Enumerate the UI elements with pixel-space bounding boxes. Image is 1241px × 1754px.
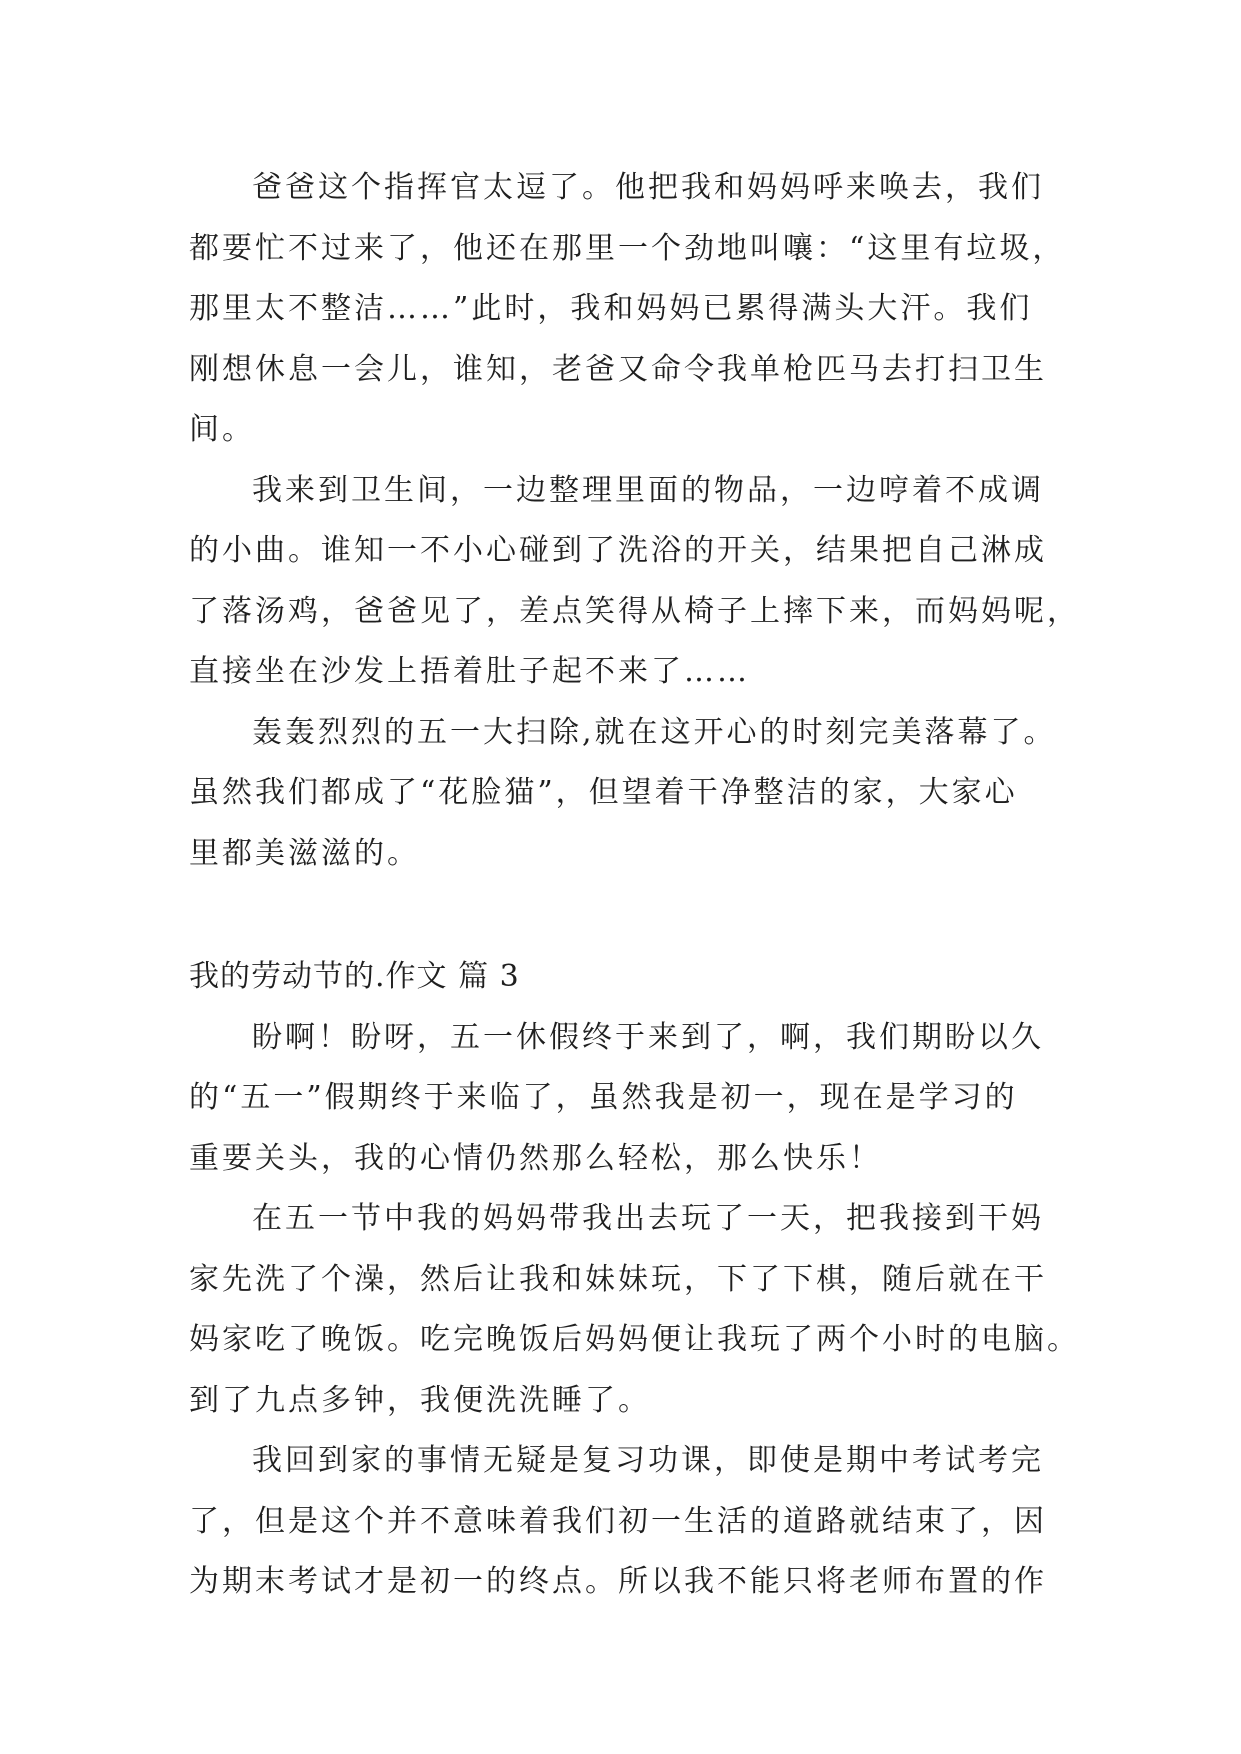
text-line: 了，但是这个并不意味着我们初一生活的道路就结束了，因	[189, 1503, 1047, 1539]
text-line: 家先洗了个澡，然后让我和妹妹玩，下了下棋，随后就在干	[189, 1261, 1047, 1297]
paragraph	[189, 158, 1066, 461]
text-line: 刚想休息一会儿，谁知，老爸又命令我单枪匹马去打扫卫生	[189, 351, 1047, 387]
text-line: 我来到卫生间，一边整理里面的物品，一边哼着不成调	[252, 472, 1044, 508]
paragraph	[189, 461, 1080, 703]
text-line: 虽然我们都成了“花脸猫”，但望着干净整洁的家，大家心	[189, 775, 1018, 810]
text-line: 妈家吃了晚饭。吃完晚饭后妈妈便让我玩了两个小时的电脑。	[189, 1322, 1080, 1357]
paragraph	[189, 703, 1061, 885]
text-line: 我回到家的事情无疑是复习功课，即使是期中考试考完	[252, 1443, 1044, 1478]
section-spacer	[189, 884, 1061, 947]
text-line: 盼啊！盼呀，五一休假终于来到了，啊，我们期盼以久	[252, 1019, 1044, 1055]
text-line: 间。	[189, 412, 255, 447]
section-heading: 我的劳动节的.作文 篇 3	[189, 959, 520, 994]
text-line: 直接坐在沙发上捂着肚子起不来了……	[189, 654, 750, 689]
paragraph	[189, 1189, 1080, 1431]
text-line: 重要关头，我的心情仍然那么轻松，那么快乐！	[189, 1140, 882, 1176]
text-line: 为期末考试才是初一的终点。所以我不能只将老师布置的作	[189, 1564, 1047, 1599]
text-line: 在五一节中我的妈妈带我出去玩了一天，把我接到干妈	[252, 1201, 1044, 1236]
text-line: 里都美滋滋的。	[189, 835, 420, 871]
text-line: 那里太不整洁……”此时，我和妈妈已累得满头大汗。我们	[189, 291, 1033, 326]
text-line: 了落汤鸡，爸爸见了，差点笑得从椅子上摔下来，而妈妈呢，	[189, 593, 1080, 629]
text-line: 轰轰烈烈的五一大扫除,就在这开心的时刻完美落幕了。	[252, 714, 1057, 750]
text-line: 爸爸这个指挥官太逗了。他把我和妈妈呼来唤去，我们	[252, 170, 1044, 205]
paragraph	[189, 1431, 1061, 1613]
text-line: 都要忙不过来了，他还在那里一个劲地叫嚷：“这里有垃圾，	[189, 230, 1066, 266]
essay-body	[189, 158, 1080, 1613]
text-line: 到了九点多钟，我便洗洗睡了。	[189, 1382, 651, 1418]
text-line: 的小曲。谁知一不小心碰到了洗浴的开关，结果把自己淋成	[189, 533, 1047, 568]
text-line: 的“五一”假期终于来临了，虽然我是初一，现在是学习的	[189, 1080, 1018, 1115]
paragraph	[189, 1008, 1061, 1190]
